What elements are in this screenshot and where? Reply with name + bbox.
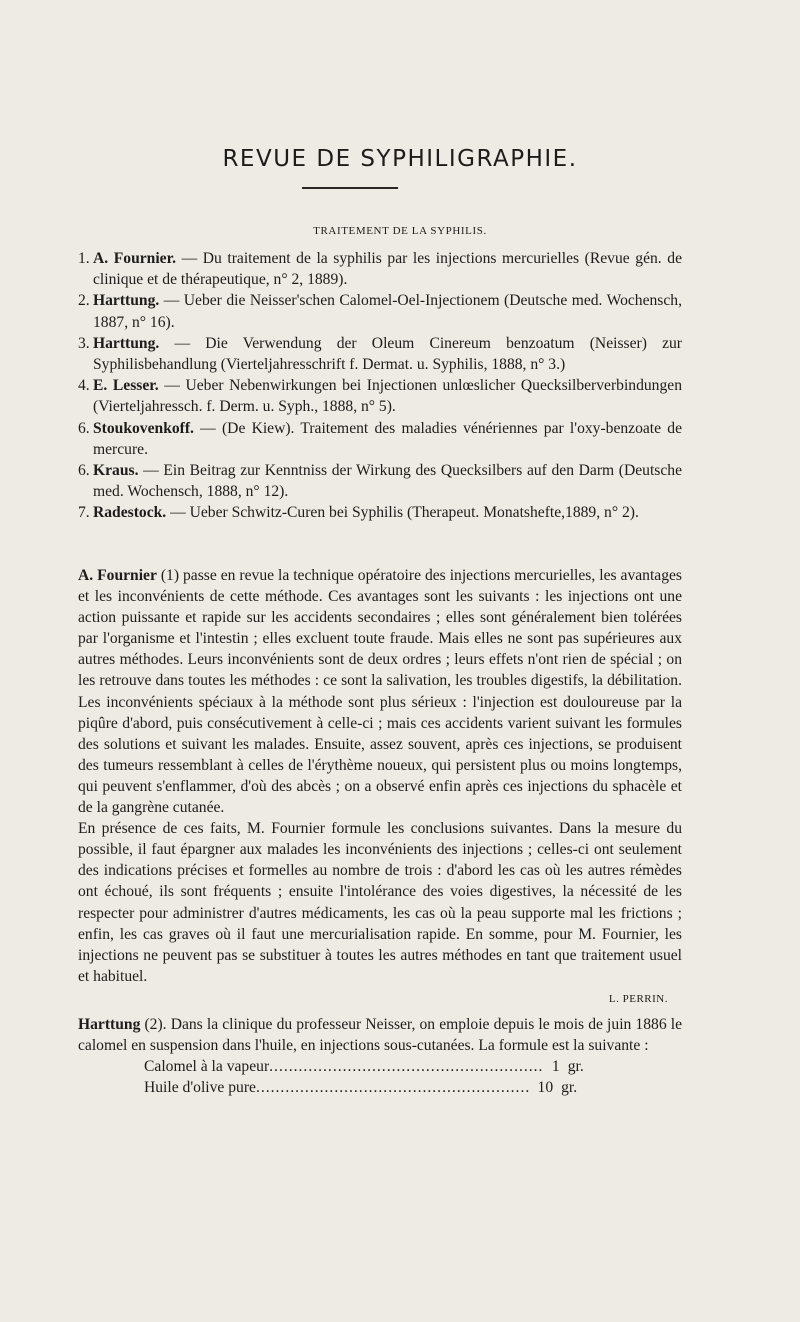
body-text — [78, 565, 682, 1098]
reference-text: — (De Kiew). Traitement des maladies vénériennes par l'oxy-benzoate de mercure. — [93, 419, 682, 458]
reference-item — [78, 290, 682, 332]
paragraph-harttung — [78, 1014, 682, 1056]
formula-row — [144, 1077, 584, 1098]
reference-item — [78, 418, 682, 460]
reference-author: A. Fournier. — [93, 250, 176, 267]
formula-quantity: 1 — [551, 1058, 560, 1076]
reference-author: Harttung. — [93, 292, 160, 310]
reference-text: — Du traitement de la syphilis par les injections mercurielles (Revue gén. de clinique et de thérapeutique, n° 2, 1889). — [93, 250, 682, 289]
reference-text: — Ueber die Neisser'schen Calomel-Oel-Injectionem (Deutsche med. Wochensch, 1887, n° 16). — [93, 292, 682, 331]
reference-item — [78, 460, 682, 502]
reference-number: 1. — [78, 250, 90, 267]
reference-number: 6. — [78, 462, 90, 480]
leader-dots: ........................................................ — [269, 1058, 544, 1076]
section-subtitle: TRAITEMENT DE LA SYPHILIS. — [313, 225, 487, 237]
reference-number: 2. — [78, 292, 90, 310]
reference-number: 7. — [78, 504, 90, 522]
reference-number: 4. — [78, 377, 90, 395]
reference-number: 6. — [78, 419, 90, 437]
reference-author: Radestock. — [93, 504, 167, 522]
formula-ingredient: Calomel à la vapeur — [144, 1058, 270, 1076]
reference-author: Kraus. — [93, 462, 139, 480]
reference-item — [78, 248, 682, 290]
paragraph-conclusions: En présence de ces faits, M. Fournier formule les conclusions suivantes. Dans la mesure du possible, il faut épargner aux malades les inconvénients des injections ; celles-ci ont seulement des indications précises et formelles au nombre de trois : d'abord les cas où les autres rémèdes ont échoué, ils sont fréquents ; ensuite l'intolérance des voies digestives, la nécessité de les respecter pour administrer d'autres médicaments, les cas où la peau supporte mal les frictions ; enfin, les cas graves où il faut une mercurialisation rapide. En somme, pour M. Fournier, les injections ne peuvent pas se substituer à toutes les autres méthodes en tant que traitement usuel et habituel. — [78, 820, 682, 985]
paragraph-fournier — [78, 565, 682, 818]
reference-author: E. Lesser. — [93, 377, 159, 395]
reference-number: 3. — [78, 334, 90, 352]
leader-dots: ........................................................ — [255, 1079, 531, 1097]
reference-text: — Ueber Schwitz-Curen bei Syphilis (Therapeut. Monatshefte,1889, n° 2). — [166, 504, 639, 522]
reference-item — [78, 333, 682, 375]
formula-row — [144, 1056, 584, 1077]
formula-unit: gr. — [561, 1079, 578, 1097]
reference-item — [78, 502, 682, 523]
formula-quantity: 10 — [537, 1079, 554, 1097]
paragraph-text: (2). Dans la clinique du professeur Neisser, on emploie depuis le mois de juin 1886 le calomel en suspension dans l'huile, en injections sous-cutanées. La formule est la suivante : — [78, 1015, 682, 1055]
bibliography-list — [78, 248, 682, 524]
reference-text: — Ein Beitrag zur Kenntniss der Wirkung des Quecksilbers auf den Darm (Deutsche med. Wochensch, 1888, n° 12). — [93, 462, 682, 501]
reference-author: Harttung. — [93, 334, 160, 352]
reference-text: — Ueber Nebenwirkungen bei Injectionen unlœslicher Quecksilberverbindungen (Vierteljahressch. f. Derm. u. Syph., 1888, n° 5). — [93, 377, 682, 416]
reference-item — [78, 375, 682, 417]
reference-text: — Die Verwendung der Oleum Cinereum benzoatum (Neisser) zur Syphilisbehandlung (Vierteljahresschrift f. Dermat. u. Syphilis, 1888, n° 3.) — [93, 334, 682, 374]
page-title: REVUE DE SYPHILIGRAPHIE. — [222, 146, 578, 172]
formula-unit: gr. — [567, 1058, 584, 1076]
paragraph-author: Harttung — [78, 1015, 141, 1033]
reference-author: Stoukovenkoff. — [93, 419, 194, 437]
paragraph-text: (1) passe en revue la technique opératoire des injections mercurielles, les avantages et les inconvénients de cette méthode. Ces avantages sont les suivants : les injections ont une action puissante et rapide sur les accidents secondaires ; elles sont généralement bien tolérées par l'organisme et l'intestin ; elles excluent toute fraude. Mais elles ne sont pas supérieures aux autres méthodes. Leurs inconvénients sont de deux ordres ; leurs effets n'ont rien de spécial ; on les retrouve dans toutes les méthodes : ce sont la salivation, les troubles digestifs, la débilitation. Les inconvénients spéciaux à la méthode sont plus sérieux : l'injection est douloureuse par la piqûre d'abord, puis consécutivement à celle-ci ; mais ces accidents varient suivant les formules des solutions et suivant les malades. Ensuite, assez souvent, après ces injections, se produisent des tumeurs ressemblant à celles de l'érythème noueux, qui persistent plus ou moins longtemps, qui peuvent s'enflammer, d'où des abcès ; on a observé enfin après ces injections du sphacèle et de la gangrène cutanée. — [78, 567, 682, 817]
title-rule — [302, 187, 398, 189]
formula-table — [144, 1056, 584, 1098]
paragraph-author: A. Fournier — [78, 567, 157, 584]
signature: L. PERRIN. — [608, 992, 668, 1005]
formula-ingredient: Huile d'olive pure — [144, 1079, 256, 1097]
